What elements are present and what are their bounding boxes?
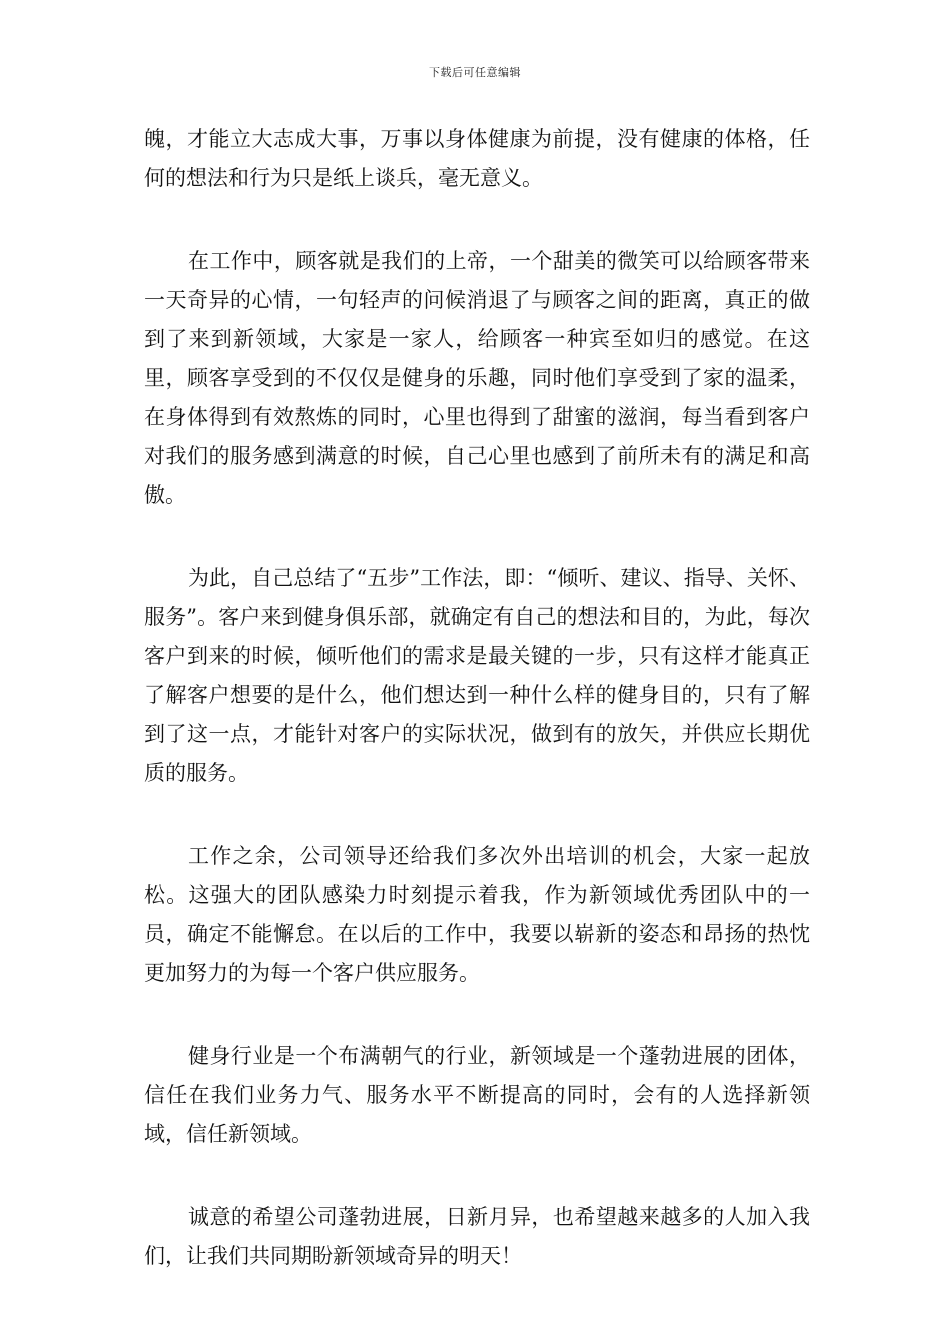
paragraph-customer-service: 在工作中，顾客就是我们的上帝，一个甜美的微笑可以给顾客带来一天奇异的心情，一句轻声的问候消退了与顾客之间的距离，真正的做到了来到新领域，大家是一家人，给顾客一种宾至如归的感觉。在这里，顾客享受到的不仅仅是健身的乐趣，同时他们享受到了家的温柔，在身体得到有效熬炼的同时，心里也得到了甜蜜的滋润，每当看到客户对我们的服务感到满意的时候，自己心里也感到了前所未有的满足和高傲。 — [144, 249, 810, 507]
paragraph-industry-outlook: 健身行业是一个布满朝气的行业，新领域是一个蓬勃进展的团体，信任在我们业务力气、服务水平不断提高的同时，会有的人选择新领域，信任新领域。 — [144, 1044, 810, 1146]
paragraph-continuation: 魄，才能立大志成大事，万事以身体健康为前提，没有健康的体格，任何的想法和行为只是纸上谈兵，毫无意义。 — [144, 127, 810, 190]
paragraph-training: 工作之余，公司领导还给我们多次外出培训的机会，大家一起放松。这强大的团队感染力时刻提示着我，作为新领域优秀团队中的一员，确定不能懈怠。在以后的工作中，我要以崭新的姿态和昂扬的热忱更加努力的为每一个客户供应服务。 — [144, 844, 810, 985]
paragraph-five-step-method: 为此，自己总结了“五步”工作法，即：“倾听、建议、指导、关怀、服务”。客户来到健身俱乐部，就确定有自己的想法和目的，为此，每次客户到来的时候，倾听他们的需求是最关键的一步，只有这样才能真正了解客户想要的是什么，他们想达到一种什么样的健身目的，只有了解到了这一点，才能针对客户的实际状况，做到有的放矢，并供应长期优质的服务。 — [144, 566, 810, 785]
document-body — [144, 120, 810, 1320]
page-header: 下载后可任意编辑 — [429, 66, 521, 79]
paragraph-closing-wish: 诚意的希望公司蓬勃进展，日新月异，也希望越来越多的人加入我们，让我们共同期盼新领域奇异的明天！ — [144, 1205, 810, 1268]
